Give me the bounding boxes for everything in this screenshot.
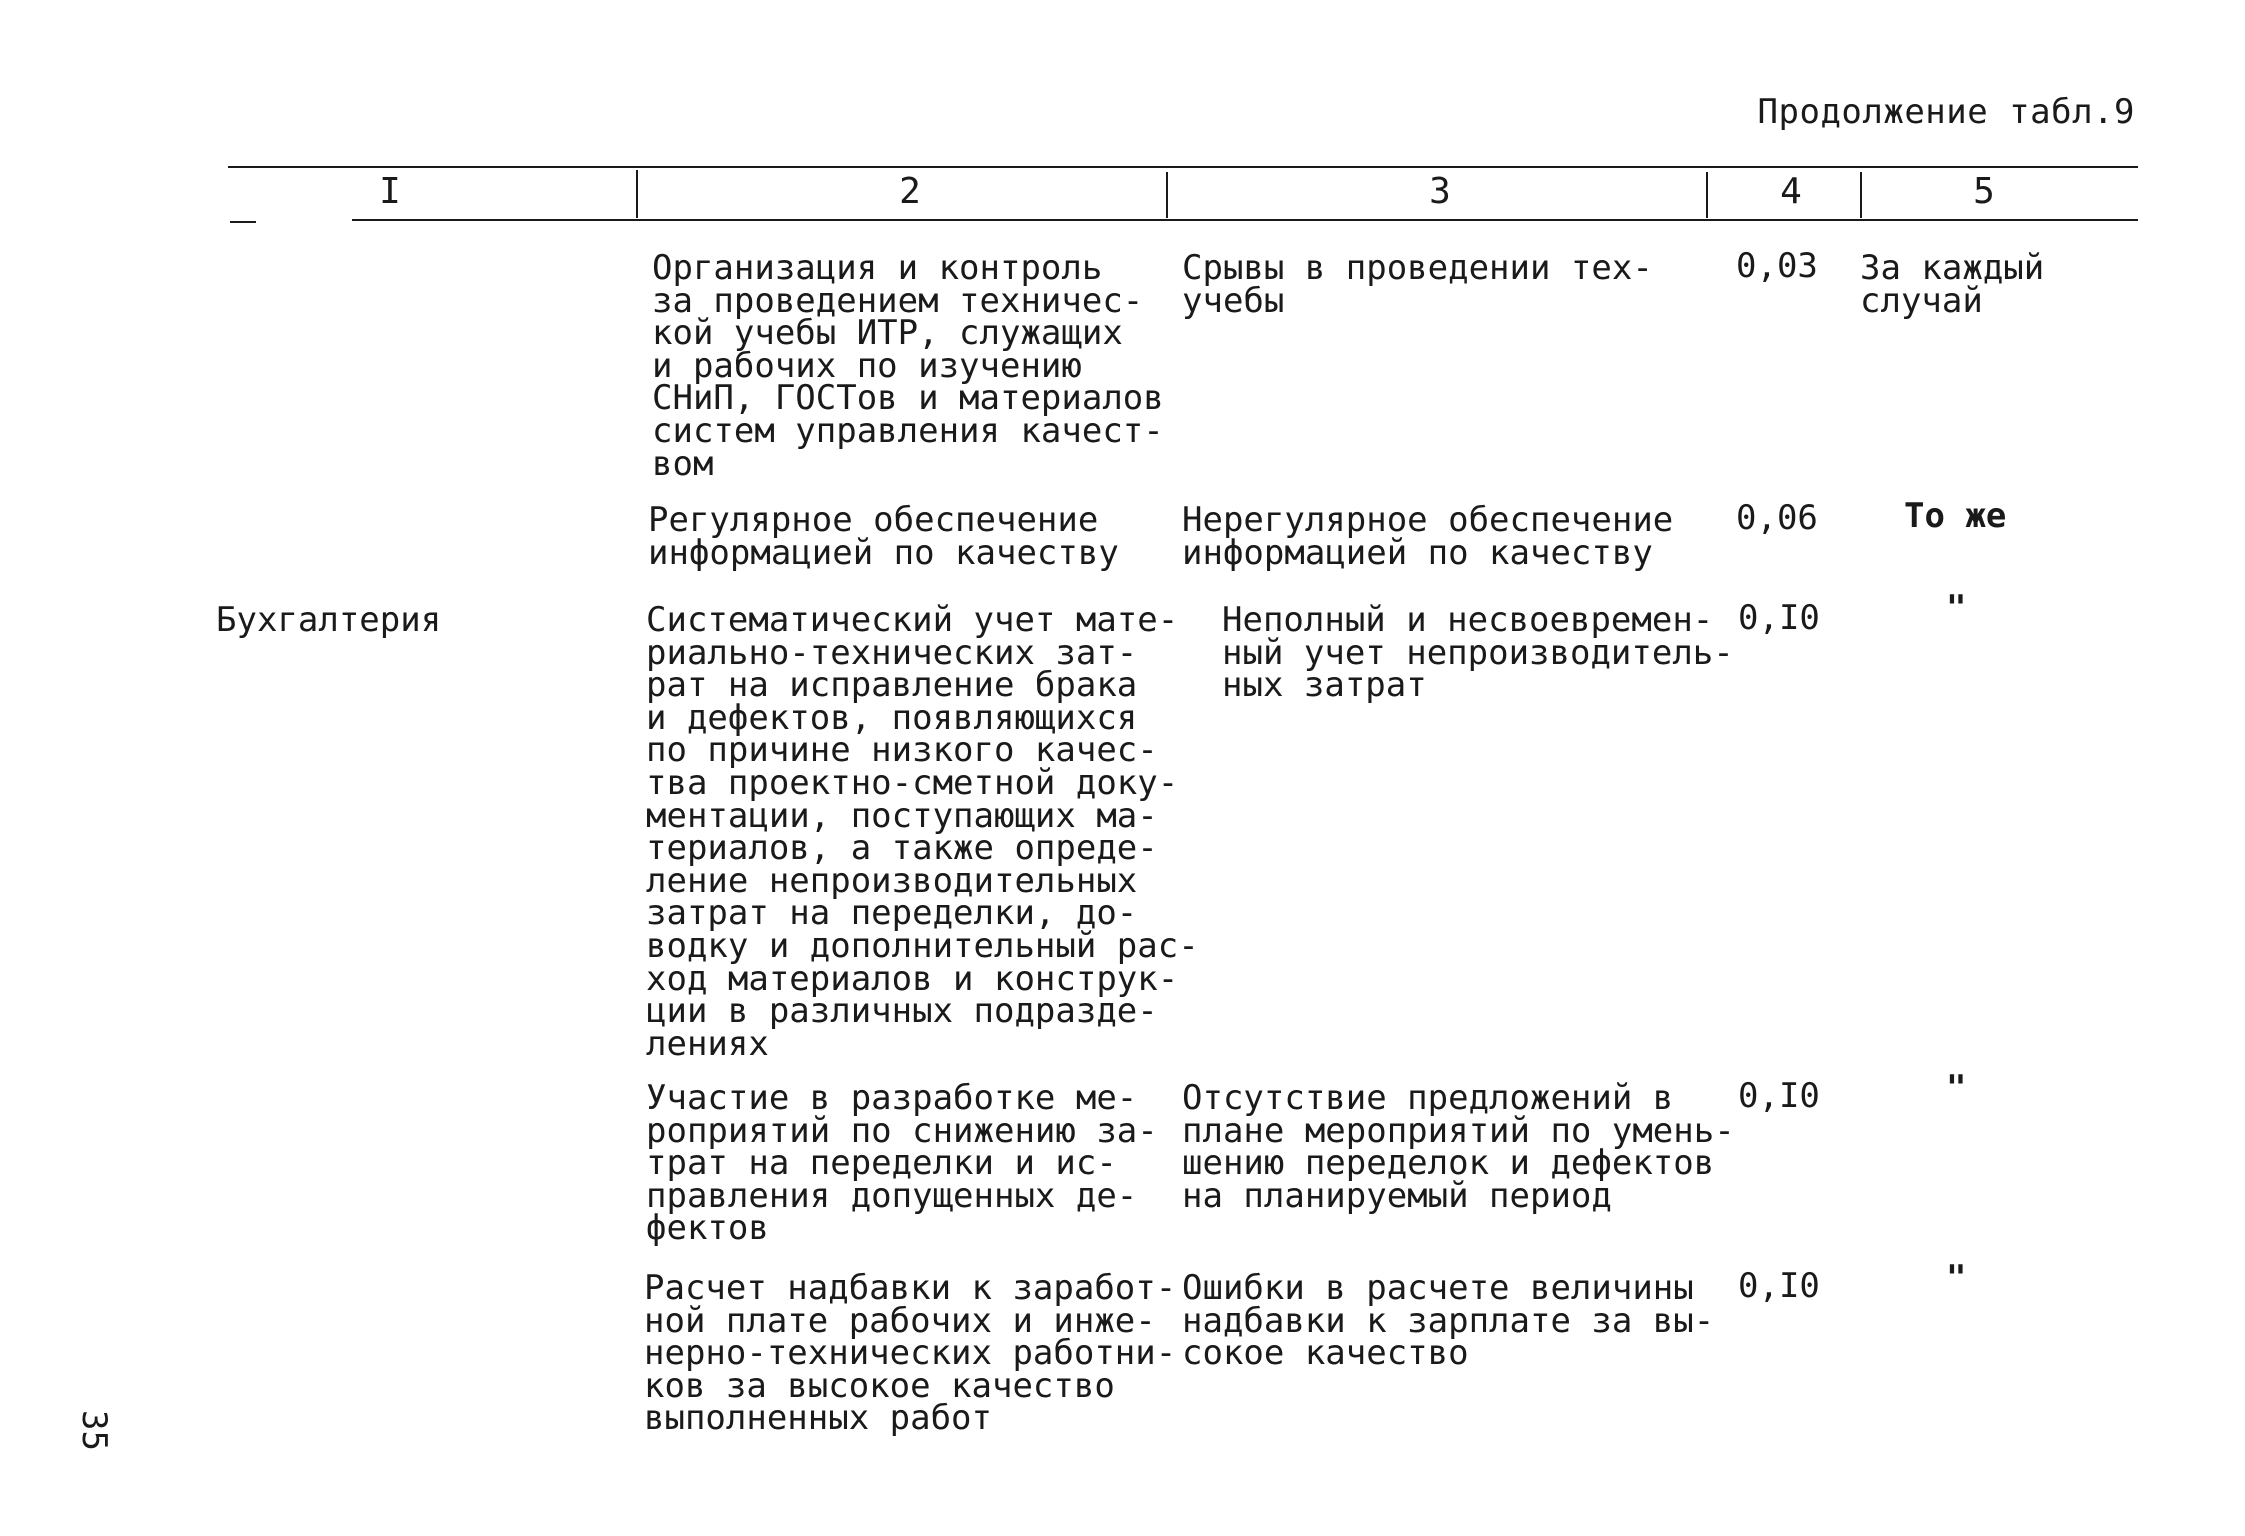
header-separator-3: [1706, 172, 1708, 218]
row-3-note: ": [1946, 588, 1967, 628]
row-5-requirement: Расчет надбавки к заработ- ной плате рабочих и инже- нерно-технических работни- ков за высокое качество выполненных работ: [644, 1268, 1177, 1439]
row-1-violation: Срывы в проведении тех- учебы: [1182, 248, 1653, 321]
header-col-4: 4: [1780, 171, 1802, 212]
row-5-violation: Ошибки в расчете величины надбавки к зарплате за вы- сокое качество: [1182, 1268, 1715, 1374]
row-3-requirement: Систематический учет мате- риально-технических зат- рат на исправление брака и дефектов, появляющихся по причине низкого качес- тва проектно-сметной доку- ментации, поступающих ма- териалов, а также опреде- ление непроизводительных затрат на переделки, до- водку и дополнительный рас- ход материалов и конструк- ции в различных подразде- лениях: [646, 600, 1199, 1064]
row-3-violation: Неполный и несвоевремен- ный учет непроизводитель- ных затрат: [1222, 600, 1734, 706]
row-2-coefficient: 0,06: [1736, 498, 1818, 538]
row-2-violation: Нерегулярное обеспечение информацией по качеству: [1182, 500, 1674, 573]
header-bottom-rule-stub: [230, 221, 256, 223]
header-top-rule: [228, 166, 2138, 168]
header-col-5: 5: [1973, 171, 1995, 212]
row-5-coefficient: 0,I0: [1738, 1266, 1820, 1306]
row-5-note: ": [1946, 1258, 1967, 1298]
header-bottom-rule: [352, 219, 2138, 221]
header-separator-1: [636, 170, 638, 218]
row-1-coefficient: 0,03: [1736, 246, 1818, 286]
row-1-note: За каждый случай: [1860, 248, 2045, 321]
row-2-requirement: Регулярное обеспечение информацией по качеству: [648, 500, 1119, 573]
row-4-requirement: Участие в разработке ме- роприятий по снижению за- трат на переделки и ис- правления допущенных де- фектов: [646, 1078, 1158, 1249]
header-col-1: I: [379, 171, 401, 212]
row-4-note: ": [1946, 1068, 1967, 1108]
row-2-note: То же: [1904, 496, 2007, 536]
row-4-violation: Отсутствие предложений в плане мероприятий по умень- шению переделок и дефектов на планируемый период: [1182, 1078, 1735, 1216]
header-separator-4: [1860, 172, 1862, 218]
header-col-3: 3: [1429, 171, 1451, 212]
header-separator-2: [1166, 172, 1168, 218]
table-caption: Продолжение табл.9: [1757, 92, 2135, 132]
page-number: 35: [74, 1410, 114, 1451]
row-3-department: Бухгалтерия: [216, 600, 442, 640]
row-3-coefficient: 0,I0: [1738, 598, 1820, 638]
header-col-2: 2: [899, 171, 921, 212]
row-1-requirement: Организация и контроль за проведением техничес- кой учебы ИТР, служащих и рабочих по изучению СНиП, ГОСТов и материалов систем управления качест- вом: [652, 248, 1164, 484]
row-4-coefficient: 0,I0: [1738, 1076, 1820, 1116]
